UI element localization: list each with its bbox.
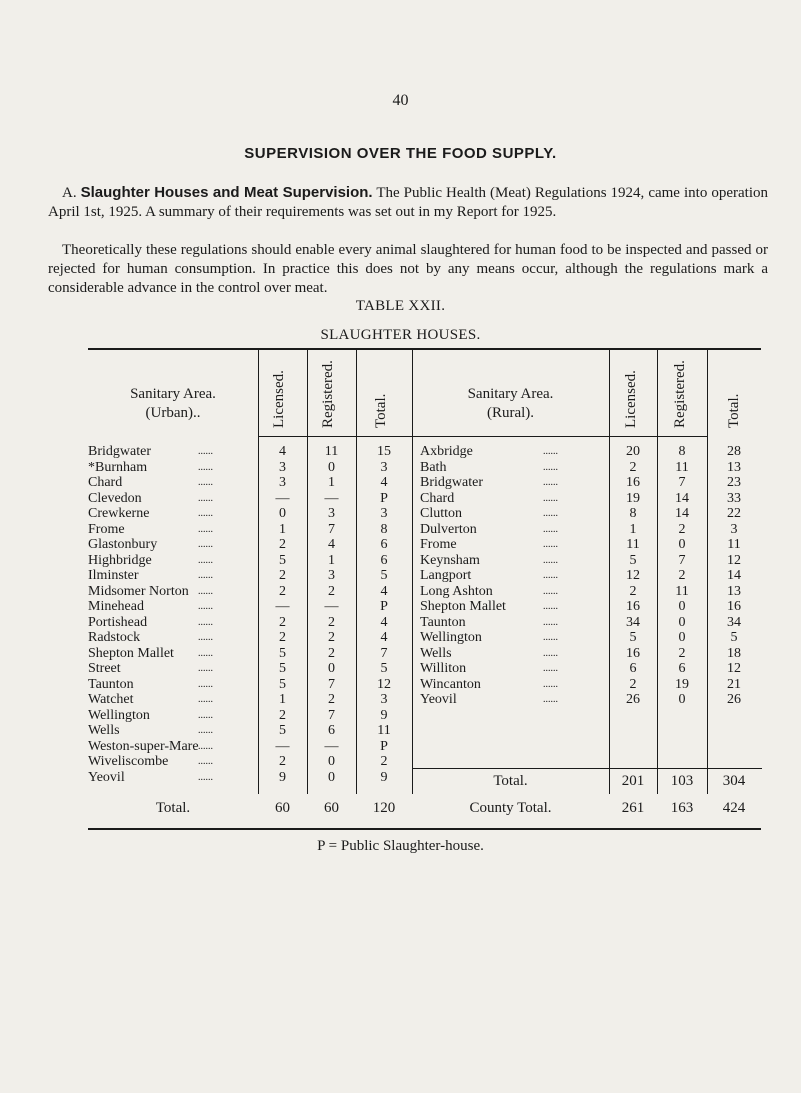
licensed-value: —	[275, 490, 290, 506]
registered-value: 1	[328, 475, 335, 490]
registered-value: 6	[328, 723, 335, 738]
total-value: 5	[730, 630, 738, 645]
total-value: 12	[727, 552, 741, 568]
urban-total-label: Total.	[155, 800, 191, 816]
total-value: 14	[727, 568, 741, 583]
area-name: *Burnham	[88, 459, 148, 475]
registered-value: 11	[675, 459, 689, 475]
table-row	[420, 691, 761, 709]
table-title: TABLE XXII.	[355, 298, 446, 314]
area-name: Street	[88, 661, 121, 676]
licensed-value: 16	[626, 645, 640, 661]
licensed-value: 2	[279, 614, 286, 630]
urban-area-sub: (Urban)..	[145, 405, 201, 421]
rural-total-rule	[412, 768, 762, 769]
area-name: Chard	[88, 475, 123, 490]
registered-value: —	[324, 738, 339, 754]
area-name: Shepton Mallet	[88, 645, 174, 661]
registered-value: 0	[678, 692, 686, 707]
licensed-value: 2	[279, 568, 286, 583]
leader-dots: ......	[543, 601, 558, 612]
leader-dots: ......	[198, 554, 213, 566]
county-total-total: 424	[722, 800, 746, 816]
total-value: 6	[380, 537, 388, 552]
rural-total-licensed: 201	[621, 773, 645, 789]
leader-dots: ......	[198, 523, 213, 535]
page-number: 40	[392, 92, 409, 109]
area-name: Bridgwater	[420, 475, 483, 490]
table-row	[88, 769, 412, 787]
leader-dots: ......	[543, 694, 558, 705]
licensed-value: 6	[629, 661, 637, 676]
registered-value: 14	[675, 506, 689, 521]
area-name: Portishead	[88, 614, 148, 630]
area-name: Minehead	[88, 599, 144, 614]
area-name: Keynsham	[420, 552, 480, 568]
licensed-value: 2	[279, 630, 286, 645]
licensed-value: 26	[626, 692, 640, 707]
area-name: Frome	[88, 521, 125, 537]
rural-total-total: 304	[722, 773, 746, 789]
total-value: 12	[727, 661, 741, 676]
registered-value: 14	[675, 490, 689, 506]
registered-value: 11	[675, 583, 689, 599]
leader-dots: ......	[198, 601, 213, 612]
footnote: P = Public Slaughter-house.	[317, 838, 484, 854]
leader-dots: ......	[198, 709, 213, 721]
paragraph-prefix: A.	[62, 185, 81, 201]
registered-value: 2	[328, 692, 335, 707]
paragraph-theory: Theoretically these regulations should enable every animal slaughtered for human food to be inspected and passed or rejected for human consumption. In practice this does not by any means occur, although the regulations mark a considerable advance in the control over meat.	[48, 242, 768, 296]
registered-value: 19	[675, 676, 689, 692]
area-name: Wiveliscombe	[88, 754, 169, 769]
urban-total-total: 120	[372, 800, 396, 816]
total-value: 18	[727, 645, 741, 661]
licensed-value: 19	[626, 490, 640, 506]
area-name: Bridgwater	[88, 444, 151, 459]
total-value: 11	[727, 537, 741, 552]
leader-dots: ......	[198, 647, 213, 659]
licensed-value: 2	[629, 583, 637, 599]
area-name: Dulverton	[420, 521, 477, 537]
leader-dots: ......	[543, 477, 558, 488]
registered-value: 0	[678, 614, 686, 630]
total-value: 13	[727, 583, 741, 599]
leader-dots: ......	[543, 632, 558, 643]
area-name: Yeovil	[420, 692, 457, 707]
urban-registered-header: Registered.	[320, 360, 336, 428]
leader-dots: ......	[543, 523, 558, 535]
licensed-value: 20	[626, 444, 640, 459]
leader-dots: ......	[543, 446, 558, 457]
licensed-value: —	[275, 599, 290, 614]
licensed-value: 34	[626, 614, 640, 630]
total-value: 22	[727, 506, 741, 521]
table-top-rule	[88, 348, 761, 350]
registered-value: 7	[328, 521, 335, 537]
licensed-value: 8	[629, 506, 637, 521]
leader-dots: ......	[198, 570, 213, 581]
area-name: Shepton Mallet	[420, 599, 506, 614]
area-name: Midsomer Norton	[88, 583, 189, 599]
leader-dots: ......	[198, 539, 213, 550]
leader-dots: ......	[543, 663, 558, 674]
registered-value: 7	[678, 552, 686, 568]
licensed-value: 2	[629, 459, 637, 475]
leader-dots: ......	[198, 694, 213, 705]
urban-total-registered: 60	[324, 800, 339, 816]
leader-dots: ......	[198, 492, 213, 504]
registered-value: 0	[328, 754, 335, 769]
registered-value: 0	[328, 769, 335, 785]
area-name: Highbridge	[88, 552, 152, 568]
rural-total-header: Total.	[726, 393, 742, 428]
total-value: 3	[380, 459, 388, 475]
total-value: 28	[727, 444, 741, 459]
urban-total-header: Total.	[373, 393, 389, 428]
leader-dots: ......	[198, 446, 213, 457]
area-name: Taunton	[420, 614, 466, 630]
urban-licensed-header: Licensed.	[271, 370, 287, 428]
rural-area-header	[412, 385, 609, 423]
total-value: 23	[727, 475, 741, 490]
total-value: 13	[727, 459, 741, 475]
total-value: 8	[380, 521, 388, 537]
total-value: 3	[380, 692, 388, 707]
area-name: Yeovil	[88, 769, 125, 785]
table-subtitle: SLAUGHTER HOUSES.	[320, 327, 481, 343]
area-name: Glastonbury	[88, 537, 158, 552]
county-total-label: County Total.	[469, 800, 552, 816]
urban-area-label: Sanitary Area.	[130, 386, 216, 402]
area-name: Frome	[420, 537, 457, 552]
registered-value: 3	[328, 568, 335, 583]
licensed-value: 5	[279, 645, 286, 661]
total-value: 34	[727, 614, 741, 630]
area-name: Wells	[88, 723, 120, 738]
total-value: 4	[380, 475, 388, 490]
leader-dots: ......	[198, 678, 213, 690]
licensed-value: 1	[629, 521, 637, 537]
leader-dots: ......	[198, 756, 213, 767]
registered-value: 11	[324, 444, 339, 459]
total-value: 2	[380, 754, 388, 769]
leader-dots: ......	[198, 725, 213, 736]
registered-value: 1	[328, 552, 335, 568]
total-value: 4	[380, 583, 388, 599]
rural-area-label: Sanitary Area.	[467, 386, 554, 402]
licensed-value: 2	[279, 583, 286, 599]
rural-registered-header: Registered.	[672, 360, 688, 428]
rural-total-registered: 103	[670, 773, 694, 789]
area-name: Langport	[420, 568, 472, 583]
leader-dots: ......	[543, 570, 558, 581]
licensed-value: 16	[626, 599, 640, 614]
total-value: 3	[380, 506, 388, 521]
total-value: P	[380, 738, 388, 754]
licensed-value: 1	[279, 521, 286, 537]
registered-value: 0	[678, 537, 686, 552]
county-total-registered: 163	[670, 800, 694, 816]
leader-dots: ......	[198, 477, 213, 488]
licensed-value: 9	[279, 769, 286, 785]
licensed-value: 0	[279, 506, 286, 521]
total-value: 33	[727, 490, 741, 506]
header-bottom-rule	[258, 436, 708, 437]
licensed-value: 2	[279, 754, 286, 769]
registered-value: 2	[678, 568, 686, 583]
leader-dots: ......	[543, 647, 558, 659]
leader-dots: ......	[543, 585, 558, 597]
area-name: Radstock	[88, 630, 141, 645]
area-name: Crewkerne	[88, 506, 150, 521]
registered-value: —	[324, 599, 339, 614]
registered-value: 6	[678, 661, 686, 676]
area-name: Wells	[420, 645, 452, 661]
urban-total-licensed: 60	[275, 800, 290, 816]
registered-value: 0	[678, 630, 686, 645]
licensed-value: 5	[279, 661, 286, 676]
county-total-licensed: 261	[621, 800, 645, 816]
registered-value: 0	[328, 661, 335, 676]
total-value: 15	[377, 444, 391, 459]
area-name: Wellington	[420, 630, 482, 645]
registered-value: 2	[678, 521, 686, 537]
registered-value: 2	[678, 645, 686, 661]
area-name: Clevedon	[88, 490, 142, 506]
total-value: 21	[727, 676, 741, 692]
total-value: 7	[380, 645, 388, 661]
total-value: 16	[727, 599, 741, 614]
licensed-value: 5	[279, 676, 286, 692]
area-name: Taunton	[88, 676, 134, 692]
licensed-value: 2	[279, 707, 286, 723]
registered-value: 7	[678, 475, 686, 490]
leader-dots: ......	[543, 461, 558, 473]
total-value: 11	[377, 723, 391, 738]
area-name: Wellington	[88, 707, 150, 723]
rural-area-sub: (Rural).	[486, 405, 535, 421]
licensed-value: 5	[629, 552, 637, 568]
area-name: Watchet	[88, 692, 134, 707]
paragraph-text: The Public Health (Meat) Regulations 1924, came into operation April 1st, 1925. A summary of their requirements was set out in my Report for 1925.	[48, 185, 768, 220]
leader-dots: ......	[543, 492, 558, 504]
area-name: Axbridge	[420, 444, 473, 459]
registered-value: 0	[678, 599, 686, 614]
section-title: SUPERVISION OVER THE FOOD SUPPLY.	[244, 145, 557, 162]
licensed-value: 2	[629, 676, 637, 692]
area-name: Long Ashton	[420, 583, 493, 599]
leader-dots: ......	[198, 461, 213, 473]
total-value: P	[380, 490, 388, 506]
area-name: Weston-super-Mare	[88, 738, 199, 754]
leader-dots: ......	[198, 508, 213, 519]
registered-value: 0	[328, 459, 335, 475]
total-value: 9	[380, 707, 388, 723]
leader-dots: ......	[543, 678, 558, 690]
total-value: 26	[727, 692, 741, 707]
urban-area-header	[88, 385, 258, 423]
area-name: Wincanton	[420, 676, 481, 692]
total-value: P	[380, 599, 388, 614]
leader-dots: ......	[198, 616, 213, 628]
licensed-value: 5	[629, 630, 637, 645]
total-value: 5	[380, 661, 388, 676]
leader-dots: ......	[543, 554, 558, 566]
registered-value: 7	[328, 707, 335, 723]
total-value: 6	[380, 552, 388, 568]
registered-value: 3	[328, 506, 335, 521]
totals-rule	[88, 828, 761, 830]
paragraph-meat-regulations	[48, 183, 768, 222]
area-name: Bath	[420, 459, 447, 475]
registered-value: 2	[328, 583, 335, 599]
total-value: 4	[380, 630, 388, 645]
licensed-value: 4	[279, 444, 286, 459]
total-value: 9	[380, 769, 388, 785]
registered-value: 4	[328, 537, 335, 552]
area-name: Williton	[420, 661, 467, 676]
leader-dots: ......	[198, 663, 213, 674]
registered-value: —	[324, 490, 339, 506]
licensed-value: 16	[626, 475, 640, 490]
leader-dots: ......	[198, 632, 213, 643]
licensed-value: 12	[626, 568, 640, 583]
leader-dots: ......	[543, 616, 558, 628]
licensed-value: 11	[626, 537, 640, 552]
area-name: Ilminster	[88, 568, 139, 583]
leader-dots: ......	[198, 585, 213, 597]
total-value: 3	[730, 521, 738, 537]
rural-licensed-header: Licensed.	[623, 370, 639, 428]
leader-dots: ......	[198, 771, 213, 783]
registered-value: 7	[328, 676, 335, 692]
area-name: Chard	[420, 490, 455, 506]
area-name: Clutton	[420, 506, 463, 521]
leader-dots: ......	[543, 508, 558, 519]
registered-value: 2	[328, 645, 335, 661]
licensed-value: 5	[279, 723, 286, 738]
licensed-value: 2	[279, 537, 286, 552]
licensed-value: —	[275, 738, 290, 754]
total-value: 12	[377, 676, 391, 692]
registered-value: 8	[678, 444, 686, 459]
licensed-value: 3	[279, 459, 286, 475]
licensed-value: 5	[279, 552, 286, 568]
paragraph-heading: Slaughter Houses and Meat Supervision.	[80, 184, 373, 201]
total-value: 5	[380, 568, 388, 583]
rural-total-label: Total.	[493, 773, 528, 789]
licensed-value: 1	[279, 692, 286, 707]
licensed-value: 3	[279, 475, 286, 490]
registered-value: 2	[328, 614, 335, 630]
leader-dots: ......	[543, 539, 558, 550]
leader-dots: ......	[198, 740, 213, 752]
total-value: 4	[380, 614, 388, 630]
registered-value: 2	[328, 630, 335, 645]
